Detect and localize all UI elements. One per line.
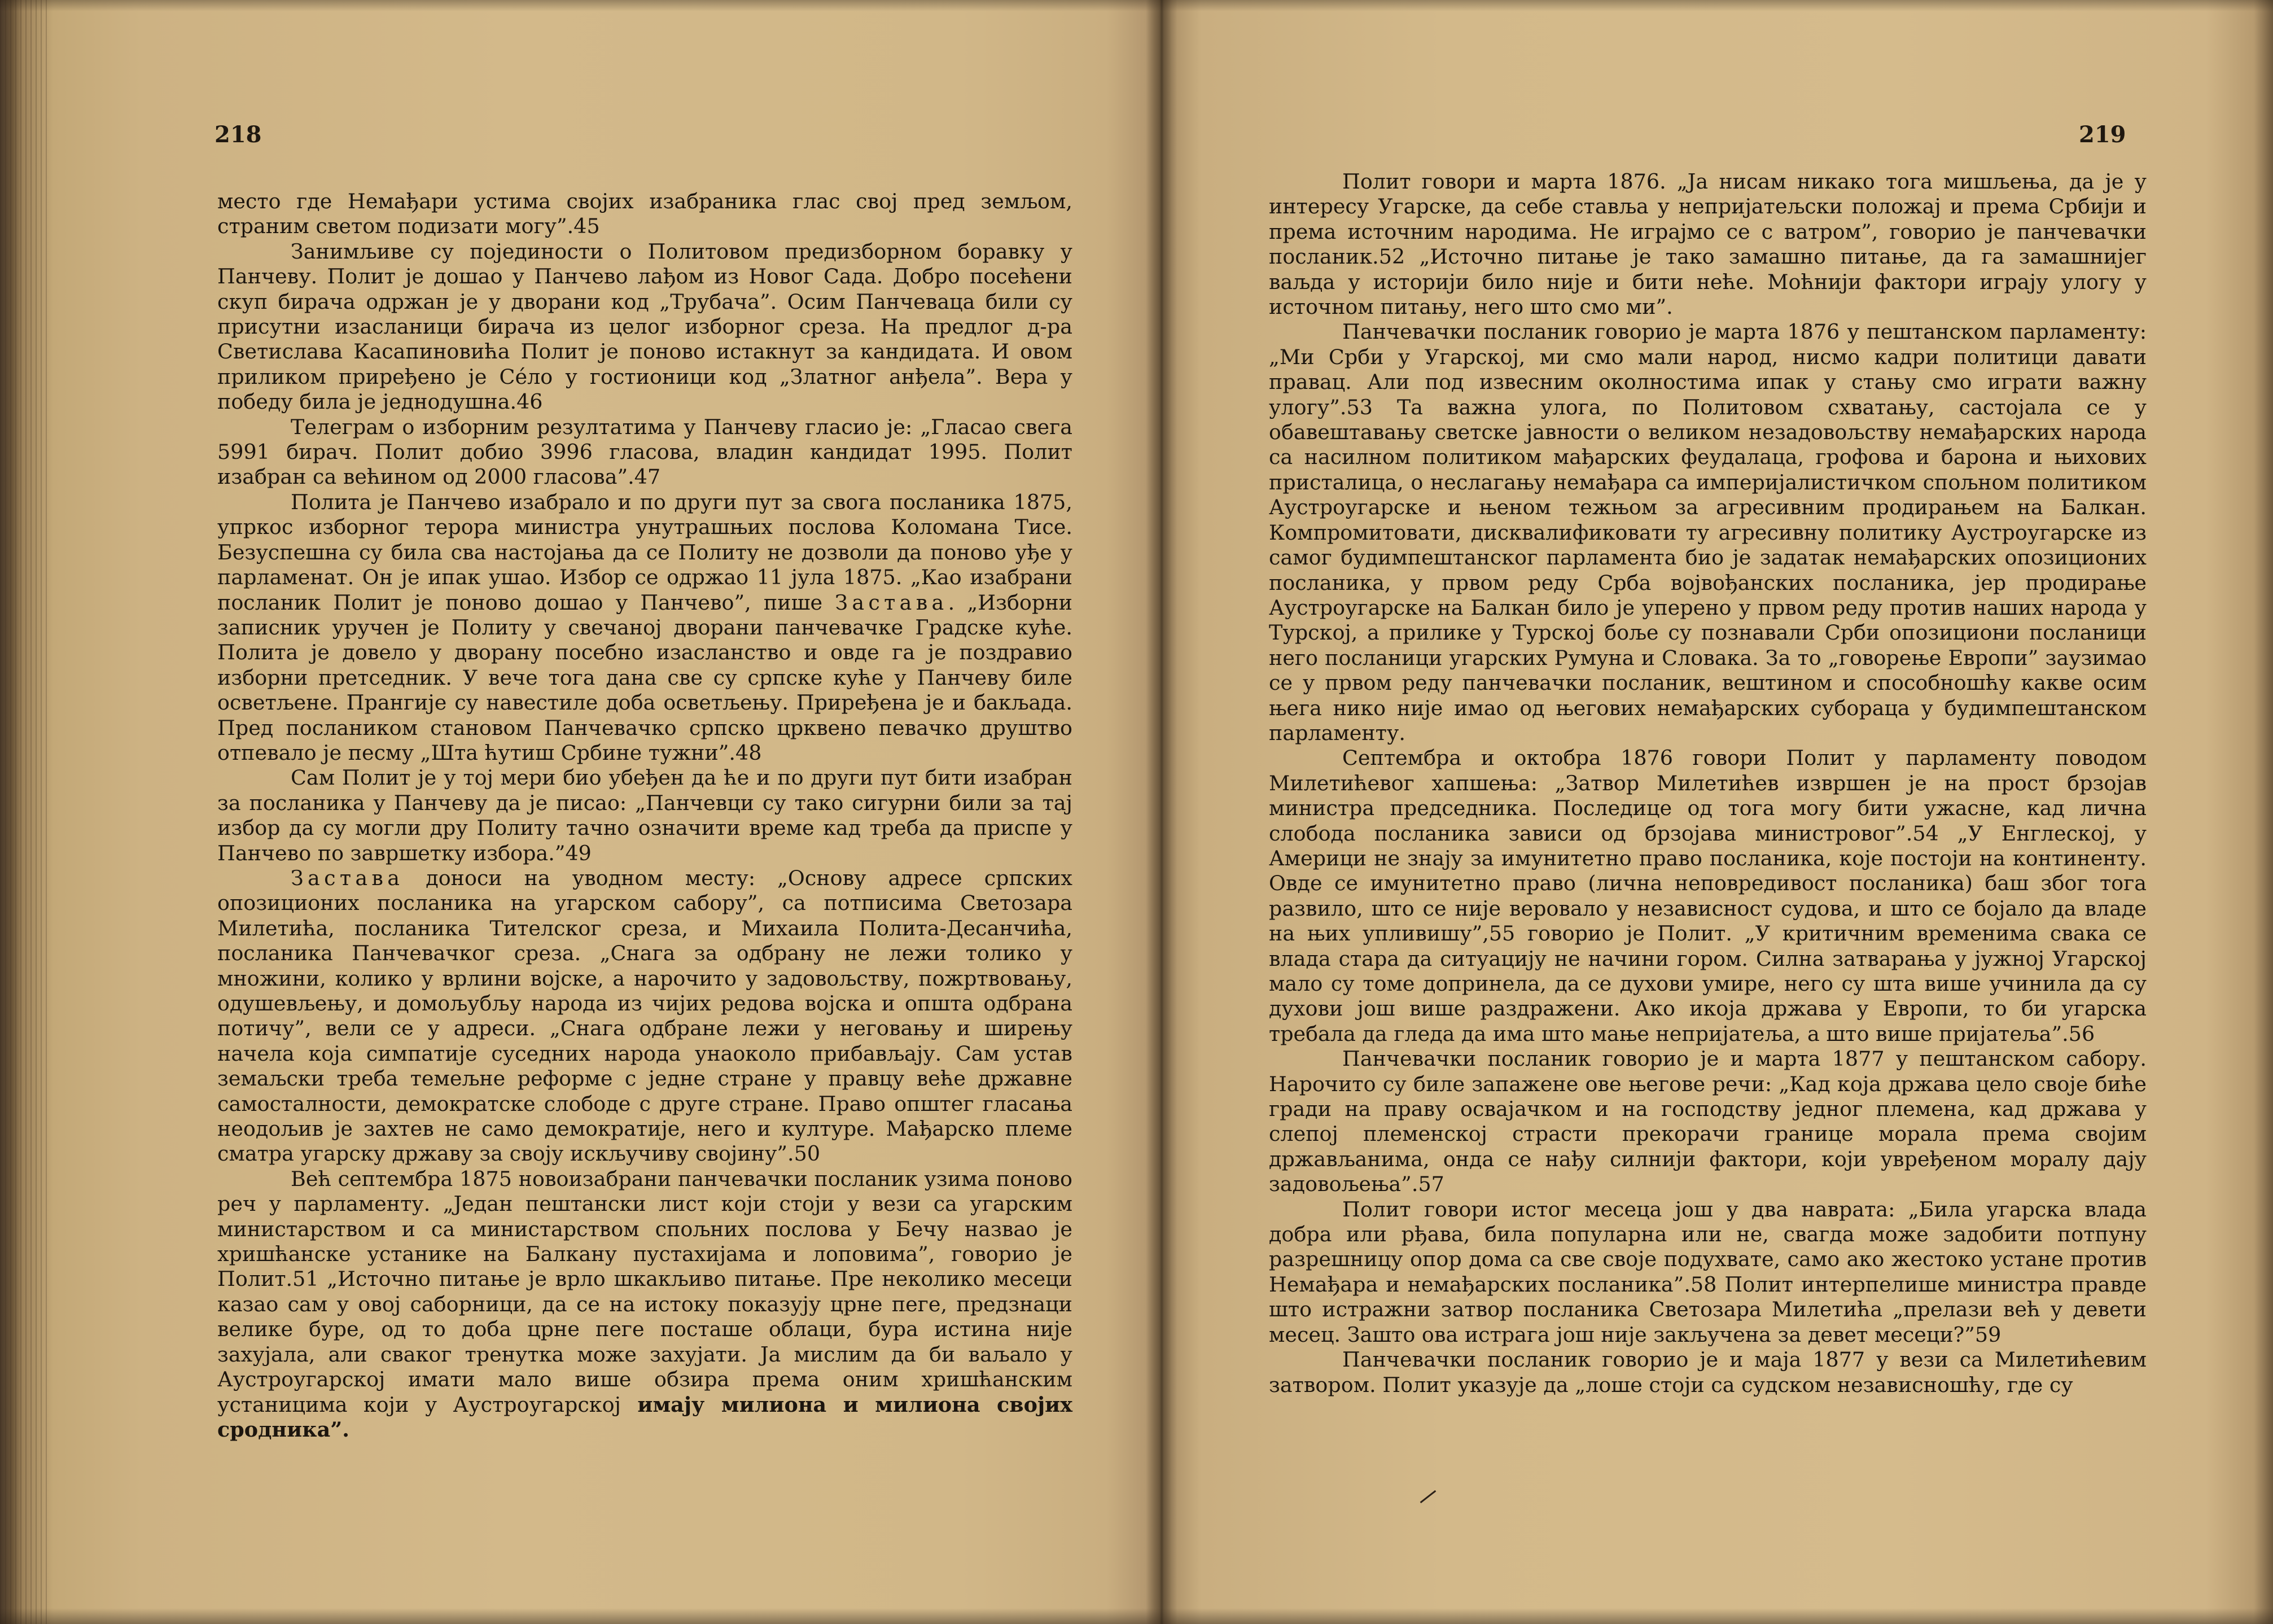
paragraph: Панчевачки посланик говорио је марта 1876 у пештанском парламенту: „Ми Срби у Угарској, ми смо мали народ, нисмо кадри политици давати правац. Али под извесним околностима ипак у стању смо играти важну улогу”.53 Та важна улога, по Политовом схватању, састојала се у обавештавању светске јавности о великом незадовољству немађарских народа са насилном политиком мађарских феудалаца, грофова и барона и њихових присталица, о неслагању немађара са империјалистичком спољном политиком Аустроугарске и њеном тежњом за агресивним продирањем на Балкан. Компромитовати, дисквалификовати ту агресивну политику Аустроугарске из самог будимпештанског парламента био је задатак немађарских опозиционих посланика, у првом реду Срба војвођанских посланика, јер продирање Аустроугарске на Балкан било је уперено у првом реду против наших народа у Турској, а прилике у Турској боље су познавали Срби опозициони посланици него посланици угарских Румуна и Словака. За то „говорење Европи” заузимао се у првом реду панчевачки посланик, вештином и способношћу какве осим њега нико није имао од његових немађарских суборaца у будимпештанском парламенту. — [1269, 319, 2147, 745]
book-gutter — [1146, 0, 1177, 1624]
bottom-shadow — [1162, 1608, 2273, 1624]
page-number-left: 218 — [214, 121, 262, 148]
paragraph: Полит говори истог месеца још у два наврата: „Била угарска влада добра или рђава, била популарна или не, свагда може задобити потпуну разрешницу опор дома са све своје подухвате, само ако жестоко устане против Немађара и немађарских посланика”.58 Полит интерпелише министра правде што истражни затвор посланика Светозара Милетића „прелази већ у девети месец. Зашто ова истрага још није закључена за девет месеци?”59 — [1269, 1197, 2147, 1347]
page-number-right: 219 — [2079, 121, 2126, 148]
paragraph: Телеграм о изборним резултатима у Панчеву гласио је: „Гласао свега 5991 бирач. Полит добио 3996 гласова, владин кандидат 1995. Полит изабран са већином од 2000 гласова”.47 — [217, 414, 1072, 489]
paragraph — [217, 490, 1072, 765]
paragraph: Панчевачки посланик говорио је и марта 1877 у пештанском сабору. Нарочито су биле запажене ове његове речи: „Кад која држава цело своје биће гради на праву освајачком и на господству једног племена, кад држава у слепој племенској страсти прекорачи границе морала према својим држављанима, онда се нађу силнији фактори, који увређеном моралу дају задовољења”.57 — [1269, 1047, 2147, 1197]
paragraph-text: Већ септембра 1875 новоизабрани панчевачки посланик узима поново реч у парламенту. „Један пештански лист који стоји у вези са угарским министарством и са министарством спољних послова у Бечу назвао је хришћанске устанике на Балкану пустахијама и лоповима”, говорио је Полит.51 „Источно питање је врло шкакљиво питање. Пре неколико месеци казао сам у овој саборници, да се на истоку показују црне пеге, предзнаци велике буре, од то доба црне пеге посташе облаци, бура истина није захујала, али сваког тренутка може захујати. Ја мислим да би ваљало у Аустроугарској имати мало више обзира према оним хришћанским устаницима који у Аустроугарској — [217, 1166, 1072, 1417]
paragraph — [217, 1167, 1072, 1442]
top-shadow — [1162, 0, 2273, 11]
page-edges — [0, 0, 51, 1624]
left-page-text — [217, 189, 1072, 1442]
pen-mark — [1420, 1490, 1436, 1503]
bottom-shadow — [0, 1608, 1162, 1624]
paragraph-text-bold: имају милиона и милиона својих сродника”. — [217, 1392, 1072, 1442]
paragraph-text: . „Изборни записник уручен је Политу у свечаној дворани панчевачке Градске куће. Полита је довело у дворану посебно изасланство и овде га је поздравио изборни претседник. У вече тога дана све су српске куће у Панчеву биле осветљене. Прангије су навестиле доба осветљењу. Приређена је и бакљада. Пред послаником становом Панчевачко српско црквено певачко друштво отпевало је песму „Шта ћутиш Србине тужни”.48 — [217, 590, 1072, 765]
right-page — [1162, 0, 2273, 1624]
newspaper-name: Застава — [835, 590, 948, 615]
top-shadow — [0, 0, 1162, 11]
paragraph: место где Немађари устима својих изабраника глас свој пред земљом, страним светом подизати могу”.45 — [217, 189, 1072, 239]
paragraph-text: доноси на уводном месту: „Основу адресе српских опозиционих посланика на угарском сабору”, са потписима Светозара Милетића, посланика Тителског среза, и Михаила Полита-Десанчића, посланика Панчевачког среза. „Снага за одбрану не лежи толико у множини, колико у врлини војске, а нарочито у задовољству, пожртвовању, одушевљењу, и домољубљу народа из чијих редова војска и општа одбрана потичу”, вели се у адреси. „Снага одбране лежи у неговању и ширењу начела која симпатије суседних народа унаоколо прибављају. Сам устав земаљски треба темељне реформе с једне стране у правцу веће државне самосталности, демократске слободе с друге стране. Право општег гласања неодољив је захтев не само демократије, него и културе. Мађарско племе сматра угарску државу за своју искључиву својину”.50 — [217, 865, 1072, 1166]
paragraph: Септембра и октобра 1876 говори Полит у парламенту поводом Милетићевог хапшења: „Затвор Милетићев извршен је на прост брзојав министра председника. Последице од тога могу бити ужасне, кад лична слобода посланика зависи од брзојава министровог”.54 „У Енглеској, у Америци не знају за имунитетно право посланика, које постоји на континенту. Овде се имунитетно право (лична неповредивост посланика) баш због тога развило, што се није веровало у независност судова, и што се бојало да владе на њих упливишу”,55 говорио је Полит. „У критичним временима свака се влада стара да ситуацију не начини гором. Силна затварања у јужној Угарској мало су томе допринела, да се духови умире, него су шта више учинила да су духови још више раздражени. Ако икоја држава у Европи, то би угарска требала да гледа да има што мање непријатеља, а што више пријатеља”.56 — [1269, 746, 2147, 1046]
paragraph: Сам Полит је у тој мери био убеђен да ће и по други пут бити изабран за посланика у Панчеву да је писао: „Панчевци су тако сигурни били за тај избор да су могли дру Политу тачно означити време кад треба да приспе у Панчево по завршетку избора.”49 — [217, 765, 1072, 865]
paragraph: Занимљиве су појединости о Политовом предизборном боравку у Панчеву. Полит је дошао у Панчево лађом из Новог Сада. Добро посећени скуп бирача одржан је у дворани код „Трубача”. Осим Панчеваца били су присутни изасланици бирача из целог изборног среза. На предлог д-ра Светислава Касапиновића Полит је поново истакнут за кандидата. И овом приликом приређено је Сéло у гостионици код „Златног анђела”. Вера у победу била је једнодушна.46 — [217, 239, 1072, 414]
paragraph — [217, 866, 1072, 1167]
paragraph: Панчевачки посланик говорио је и маја 1877 у вези са Милетићевим затвором. Полит указује да „лоше стоји са судском независношћу, где су — [1269, 1347, 2147, 1397]
right-page-text — [1269, 169, 2147, 1398]
paragraph-text: Полита је Панчево изабрало и по други пут за свога посланика 1875, упркос изборног терора министра унутрашњих послова Коломана Тисе. Безуспешна су била сва настојања да се Политу не дозволи да поново уђе у парламенат. Он је ипак ушао. Избор се одржао 11 јула 1875. „Као изабрани посланик Полит је поново дошао у Панчево”, пише — [217, 489, 1072, 615]
newspaper-name: Застава — [291, 865, 404, 890]
paragraph: Полит говори и марта 1876. „Ја нисам никако тога мишљења, да је у интересу Угарске, да себе ставља у непријатељски положај и према Србији и према источним народима. Не играјмо се с ватром”, говорио је панчевачки посланик.52 „Источно питање је тако замашно питање, да га замашнијег ваљда у историји било није и бити неће. Моћнији фактори играју улогу у источном питању, него што смо ми”. — [1269, 169, 2147, 319]
